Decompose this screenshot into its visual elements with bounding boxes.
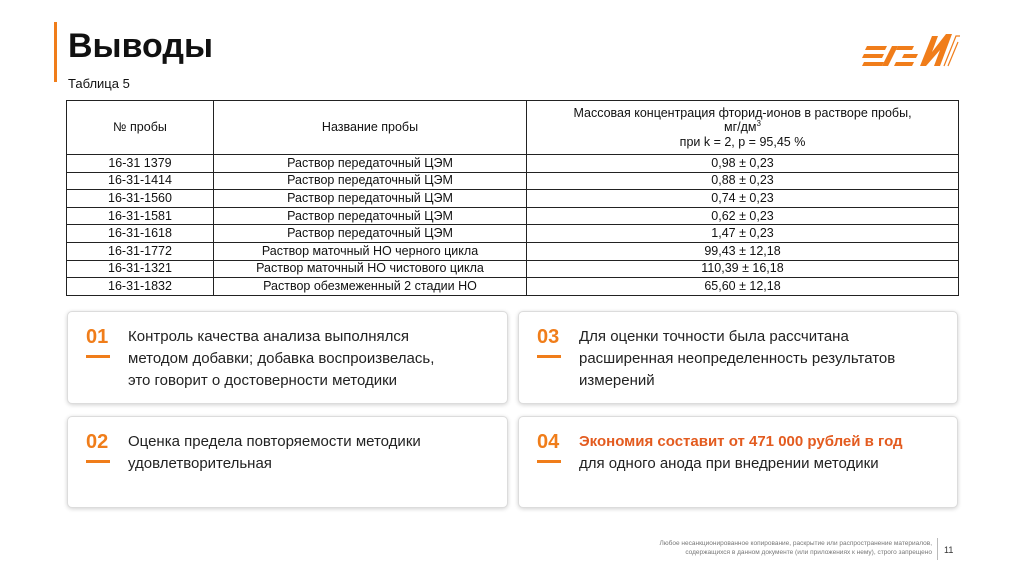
conclusion-card-02 (67, 416, 508, 508)
table-caption: Таблица 5 (68, 76, 130, 91)
conclusion-card-04 (518, 416, 958, 508)
table-row: 16-31-1772 Раствор маточный НО черного цикла 99,43 ± 12,18 (67, 242, 959, 260)
card-number-underline (537, 355, 561, 358)
card-number-underline (537, 460, 561, 463)
header-sample-name: Название пробы (214, 101, 527, 155)
fluoride-results-table (66, 100, 959, 296)
table-row: 16-31-1581 Раствор передаточный ЦЭМ 0,62 ± 0,23 (67, 207, 959, 225)
table-row: 16-31 1379 Раствор передаточный ЦЭМ 0,98 ± 0,23 (67, 155, 959, 173)
table-row: 16-31-1618 Раствор передаточный ЦЭМ 1,47 ± 0,23 (67, 225, 959, 243)
header-sample-no: № пробы (67, 101, 214, 155)
card-number-underline (86, 355, 110, 358)
table-row: 16-31-1414 Раствор передаточный ЦЭМ 0,88 ± 0,23 (67, 172, 959, 190)
card-number: 01 (86, 326, 109, 348)
table-row: 16-31-1832 Раствор обезмеженный 2 стадии НО 65,60 ± 12,18 (67, 278, 959, 296)
copyright-notice: Любое несанкционированное копирование, раскрытие или распространение материалов, содержащихся в данном документе (или приложениях к нему), строго запрещено (659, 540, 932, 556)
table-row: 16-31-1560 Раствор передаточный ЦЭМ 0,74 ± 0,23 (67, 190, 959, 208)
table-header-row (67, 101, 959, 155)
savings-highlight: Экономия составит от 471 000 рублей в год (579, 433, 903, 450)
conclusion-card-03 (518, 311, 958, 404)
conclusion-card-01 (67, 311, 508, 404)
card-number-underline (86, 460, 110, 463)
card-number: 04 (537, 431, 560, 453)
page-number: 11 (944, 545, 954, 555)
page-title: Выводы (68, 27, 213, 65)
company-logo (862, 30, 960, 70)
title-accent-bar (54, 22, 57, 82)
card-text: Оценка предела повторяемости методики удовлетворительная (128, 433, 421, 472)
card-number: 03 (537, 326, 560, 348)
card-text: Для оценки точности была рассчитана расширенная неопределенность результатов измерений (579, 328, 896, 389)
header-concentration: Массовая концентрация фторид-ионов в растворе пробы, $мг/дм^3$ при k = 2, p = 95,45 % (527, 101, 959, 155)
card-number: 02 (86, 431, 109, 453)
card-text: Экономия составит от 471 000 рублей в год для одного анода при внедрении методики (579, 433, 903, 472)
card-text: Контроль качества анализа выполнялся методом добавки; добавка воспроизвелась, это говорит о достоверности методики (128, 328, 435, 389)
footer-divider (937, 538, 938, 560)
table-row: 16-31-1321 Раствор маточный НО чистового цикла 110,39 ± 16,18 (67, 260, 959, 278)
